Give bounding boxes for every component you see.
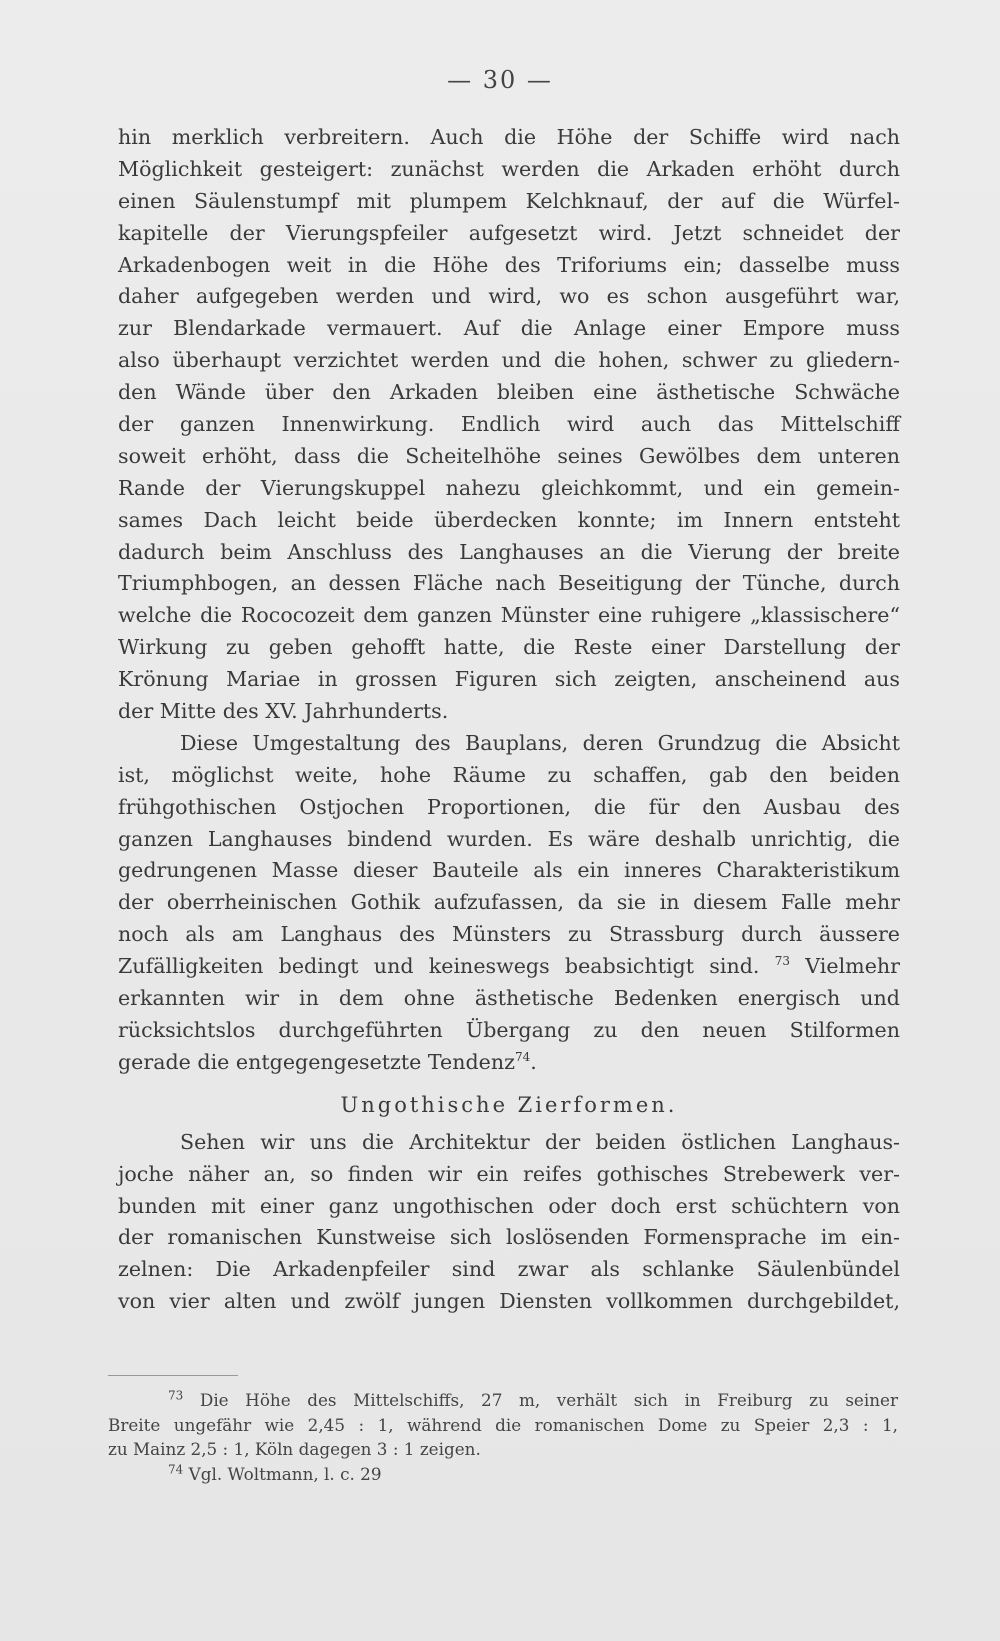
page-number: — 30 — [447, 66, 553, 94]
text-line: frühgothischen Ostjochen Proportionen, die für den Ausbau des [118, 794, 900, 819]
text-line [118, 951, 900, 983]
text-line-segment: . [530, 1049, 537, 1074]
footnote-mark-73: 73 [168, 1388, 184, 1403]
text-line: joche näher an, so finden wir ein reifes gothisches Strebewerk ver- [118, 1161, 900, 1186]
text-line: zur Blendarkade vermauert. Auf die Anlage einer Empore muss [118, 316, 900, 341]
text-line: erkannten wir in dem ohne ästhetische Bedenken energisch und [118, 986, 900, 1011]
footnote-73-line: Breite ungefähr wie 2,45 : 1, während die romanischen Dome zu Speier 2,3 : 1, [108, 1414, 898, 1435]
text-line: einen Säulenstumpf mit plumpem Kelchknauf, der auf die Würfel- [118, 188, 900, 213]
text-line: hin merklich verbreitern. Auch die Höhe der Schiffe wird nach [118, 125, 900, 149]
footnote-divider [108, 1375, 238, 1376]
text-line: Krönung Mariae in grossen Figuren sich zeigten, anscheinend aus [118, 667, 900, 692]
text-line: Arkadenbogen weit in die Höhe des Triforiums ein; dasselbe muss [118, 252, 900, 277]
text-line: den Wände über den Arkaden bleiben eine ästhetische Schwäche [118, 380, 900, 405]
text-line: kapitelle der Vierungspfeiler aufgesetzt wird. Jetzt schneidet der [118, 220, 900, 245]
text-line: bunden mit einer ganz ungothischen oder doch erst schüchtern von [118, 1193, 900, 1218]
text-line: daher aufgegeben werden und wird, wo es schon ausgeführt war, [118, 284, 900, 309]
text-line-segment: Vielmehr [805, 954, 900, 979]
text-line: der romanischen Kunstweise sich loslösenden Formensprache im ein- [118, 1225, 900, 1250]
text-line: gedrungenen Masse dieser Bauteile als ein inneres Charakteristikum [118, 858, 900, 883]
footnote-73-line [108, 1388, 898, 1413]
text-line: noch als am Langhaus des Münsters zu Strassburg durch äussere [118, 922, 900, 947]
text-line: ist, möglichst weite, hohe Räume zu schaffen, gab den beiden [118, 762, 900, 787]
footnote-text: Die Höhe des Mittelschiffs, 27 m, verhält sich in Freiburg zu seiner [199, 1390, 898, 1410]
text-line: Diese Umgestaltung des Bauplans, deren Grundzug die Absicht [180, 730, 900, 755]
footnote-ref-74[interactable]: 74 [514, 1049, 531, 1064]
text-line: der oberrheinischen Gothik aufzufassen, da sie in diesem Falle mehr [118, 890, 900, 915]
text-line: der ganzen Innenwirkung. Endlich wird auch das Mittelschiff [118, 412, 900, 437]
text-line: welche die Rococozeit dem ganzen Münster eine ruhigere „klassischere“ [118, 603, 900, 628]
text-line: Wirkung zu geben gehofft hatte, die Reste einer Darstellung der [118, 635, 900, 660]
text-line: Sehen wir uns die Architektur der beiden östlichen Langhaus- [180, 1129, 900, 1154]
body-text [118, 122, 900, 1318]
paragraph-2 [118, 728, 900, 1079]
text-line: der Mitte des XV. Jahrhunderts. [118, 699, 449, 724]
text-line: Rande der Vierungskuppel nahezu gleichkommt, und ein gemein- [118, 475, 900, 500]
text-line-segment: Zufälligkeiten bedingt und keineswegs beabsichtigt sind. [118, 954, 760, 979]
footnotes [108, 1375, 898, 1486]
text-line: rücksichtslos durchgeführten Übergang zu den neuen Stilformen [118, 1017, 900, 1042]
footnote-73-line: zu Mainz 2,5 : 1, Köln dagegen 3 : 1 zeigen. [108, 1439, 481, 1459]
text-line: von vier alten und zwölf jungen Diensten vollkommen durchgebildet, [118, 1289, 900, 1314]
text-line: sames Dach leicht beide überdecken konnte; im Innern entsteht [118, 507, 900, 532]
text-line: soweit erhöht, dass die Scheitelhöhe seines Gewölbes dem unteren [118, 443, 900, 468]
footnote-mark-74: 74 [168, 1461, 184, 1476]
paragraph-3 [118, 1127, 900, 1318]
footnote-text: Vgl. Woltmann, l. c. 29 [188, 1463, 382, 1484]
text-line [118, 1047, 900, 1079]
text-line: Möglichkeit gesteigert: zunächst werden die Arkaden erhöht durch [118, 156, 900, 181]
footnote-74-line [108, 1462, 898, 1487]
text-line: also überhaupt verzichtet werden und die hohen, schwer zu gliedern- [118, 348, 900, 373]
section-heading: Ungothische Zierformen. [340, 1092, 678, 1117]
text-line: dadurch beim Anschluss des Langhauses an die Vierung der breite [118, 539, 900, 564]
text-line: zelnen: Die Arkadenpfeiler sind zwar als schlanke Säulenbündel [118, 1257, 900, 1282]
text-line: ganzen Langhauses bindend wurden. Es wäre deshalb unrichtig, die [118, 826, 900, 851]
text-line-segment: gerade die entgegengesetzte Tendenz [118, 1049, 515, 1074]
footnote-ref-73[interactable]: 73 [774, 954, 791, 969]
paragraph-1 [118, 122, 900, 728]
text-line: Triumphbogen, an dessen Fläche nach Beseitigung der Tünche, durch [118, 571, 900, 596]
